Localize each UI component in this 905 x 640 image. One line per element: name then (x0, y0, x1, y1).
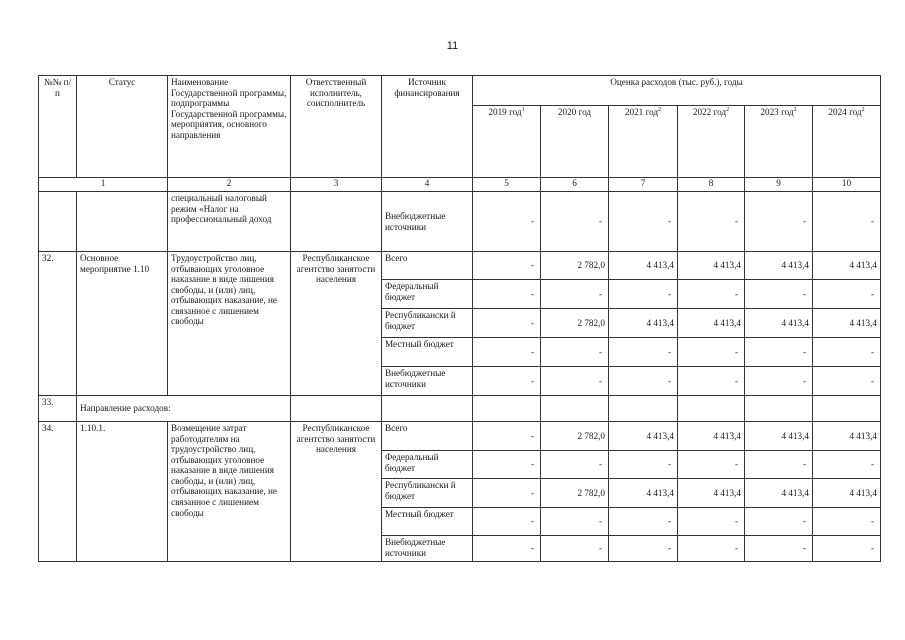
value-cell: - (541, 192, 609, 252)
row32-num: 32. (39, 252, 77, 396)
header-year-label: 2019 год (488, 107, 522, 117)
value-cell: - (473, 252, 541, 280)
value-cell: - (609, 451, 678, 479)
value-cell: 4 413,4 (609, 479, 678, 508)
value-cell: - (813, 508, 881, 536)
value-cell: - (473, 338, 541, 367)
value-cell: - (813, 192, 881, 252)
page-number: 11 (446, 40, 459, 52)
value-cell: - (541, 338, 609, 367)
value-cell: - (609, 338, 678, 367)
value-cell: - (678, 280, 745, 309)
value-cell: 4 413,4 (609, 252, 678, 280)
value-cell: - (541, 536, 609, 562)
value-cell: - (609, 280, 678, 309)
value-cell: 2 782,0 (541, 252, 609, 280)
budget-table (38, 75, 881, 562)
value-cell: - (813, 338, 881, 367)
value-cell: - (813, 280, 881, 309)
column-number: 8 (678, 178, 745, 192)
header-year-4 (745, 106, 813, 178)
value-cell: - (745, 508, 813, 536)
carry-num (39, 192, 77, 252)
source-label: Внебюджетные источники (382, 536, 473, 562)
source-label: Внебюджетные источники (382, 367, 473, 396)
value-cell: 4 413,4 (745, 309, 813, 338)
header-year-footnote: 2 (726, 106, 730, 113)
column-number: 3 (291, 178, 382, 192)
value-cell: - (473, 280, 541, 309)
value-cell: - (473, 508, 541, 536)
header-executor: Ответственный исполнитель, соисполнитель (291, 76, 382, 178)
value-cell: - (473, 451, 541, 479)
header-year-5 (813, 106, 881, 178)
column-number: 5 (473, 178, 541, 192)
header-year-label: 2022 год (692, 107, 727, 117)
value-cell: 4 413,4 (745, 252, 813, 280)
column-number: 4 (382, 178, 473, 192)
header-num: №№ п/п (39, 76, 77, 178)
table-row (39, 396, 881, 422)
column-number: 2 (168, 178, 291, 192)
value-cell: - (609, 192, 678, 252)
header-status: Статус (77, 76, 168, 178)
header-year-label: 2024 год (828, 107, 862, 117)
source-label: Всего (382, 422, 473, 451)
carry-status (77, 192, 168, 252)
value-cell: - (678, 338, 745, 367)
value-cell: 4 413,4 (745, 422, 813, 451)
row32-status: Основное мероприятие 1.10 (77, 252, 168, 396)
value-cell: 4 413,4 (678, 252, 745, 280)
value-cell: - (609, 536, 678, 562)
source-label: Федеральный бюджет (382, 280, 473, 309)
value-cell: 4 413,4 (745, 479, 813, 508)
value-cell: - (678, 367, 745, 396)
value-cell: - (678, 508, 745, 536)
value-cell: - (745, 192, 813, 252)
column-number: 6 (541, 178, 609, 192)
value-cell: - (473, 309, 541, 338)
value-cell: 4 413,4 (813, 309, 881, 338)
value-cell: - (745, 280, 813, 309)
value-cell: - (745, 536, 813, 562)
value-cell: 4 413,4 (678, 422, 745, 451)
header-source: Источник финансирования (382, 76, 473, 178)
row34-num: 34. (39, 422, 77, 562)
row33-empty (291, 396, 382, 422)
column-number: 1 (39, 178, 168, 192)
header-year-label: 2023 год (760, 107, 794, 117)
value-cell: - (541, 367, 609, 396)
header-year-footnote: 1 (521, 106, 525, 113)
value-cell: - (745, 338, 813, 367)
header-year-2 (609, 106, 678, 178)
value-cell: 4 413,4 (678, 309, 745, 338)
value-cell: 4 413,4 (609, 309, 678, 338)
column-numbers-row (39, 178, 881, 192)
header-year-label: 2020 год (557, 107, 592, 117)
column-number: 7 (609, 178, 678, 192)
value-cell: - (473, 367, 541, 396)
row33-empty (541, 396, 609, 422)
source-label: Республикански й бюджет (382, 479, 473, 508)
value-cell: 4 413,4 (813, 252, 881, 280)
row33-empty (745, 396, 813, 422)
source-label: Федеральный бюджет (382, 451, 473, 479)
value-cell: - (473, 479, 541, 508)
source-label: Местный бюджет (382, 338, 473, 367)
carry-executor (291, 192, 382, 252)
row33-empty (678, 396, 745, 422)
header-year-0 (473, 106, 541, 178)
carry-name: специальный налоговый режим «Налог на профессиональный доход (168, 192, 291, 252)
header-estimate: Оценка расходов (тыс. руб.), годы (473, 76, 881, 106)
value-cell: - (609, 367, 678, 396)
row33-num: 33. (39, 396, 77, 422)
row33-text: Направление расходов: (77, 396, 291, 422)
source-label: Всего (382, 252, 473, 280)
value-cell: - (541, 508, 609, 536)
value-cell: - (473, 536, 541, 562)
value-cell: - (813, 536, 881, 562)
value-cell: 2 782,0 (541, 309, 609, 338)
table-row (39, 422, 881, 451)
row33-empty (382, 396, 473, 422)
value-cell: 2 782,0 (541, 422, 609, 451)
column-number: 9 (745, 178, 813, 192)
value-cell: 4 413,4 (678, 479, 745, 508)
value-cell: - (745, 367, 813, 396)
source-label: Республикански й бюджет (382, 309, 473, 338)
value-cell: - (813, 451, 881, 479)
row34-name: Возмещение затрат работодателям на трудоустройство лиц, отбывающих уголовное наказание в виде лишения свободы, и (или) лиц, отбывающих наказание, не связанное с лишением свободы (168, 422, 291, 562)
carry-source: Внебюджетные источники (382, 192, 473, 252)
row33-empty (473, 396, 541, 422)
value-cell: - (745, 451, 813, 479)
header-year-1 (541, 106, 609, 178)
value-cell: - (678, 451, 745, 479)
header-year-footnote: 2 (793, 106, 797, 113)
row33-empty (813, 396, 881, 422)
row34-status: 1.10.1. (77, 422, 168, 562)
value-cell: 4 413,4 (813, 422, 881, 451)
row32-name: Трудоустройство лиц, отбывающих уголовное наказание в виде лишения свободы, и (или) лиц, отбывающих наказание, не связанное с лишением свободы (168, 252, 291, 396)
value-cell: - (609, 508, 678, 536)
value-cell: - (541, 451, 609, 479)
value-cell: - (813, 367, 881, 396)
table-row (39, 252, 881, 280)
source-label: Местный бюджет (382, 508, 473, 536)
value-cell: - (678, 536, 745, 562)
value-cell: - (473, 422, 541, 451)
header-year-label: 2021 год (624, 107, 659, 117)
value-cell: 2 782,0 (541, 479, 609, 508)
column-number: 10 (813, 178, 881, 192)
header-year-footnote: 2 (658, 106, 662, 113)
row34-executor: Республиканское агентство занятости населения (291, 422, 382, 562)
header-year-3 (678, 106, 745, 178)
value-cell: - (678, 192, 745, 252)
header-year-footnote: 2 (861, 106, 865, 113)
value-cell: - (541, 280, 609, 309)
header-name: Наименование Государственной программы, подпрограммы Государственной программы, мероприятия, основного направления (168, 76, 291, 178)
row32-executor: Республиканское агентство занятости населения (291, 252, 382, 396)
row33-empty (609, 396, 678, 422)
carry-over-row (39, 192, 881, 252)
value-cell: 4 413,4 (813, 479, 881, 508)
value-cell: - (473, 192, 541, 252)
value-cell: 4 413,4 (609, 422, 678, 451)
header-row (39, 76, 881, 106)
